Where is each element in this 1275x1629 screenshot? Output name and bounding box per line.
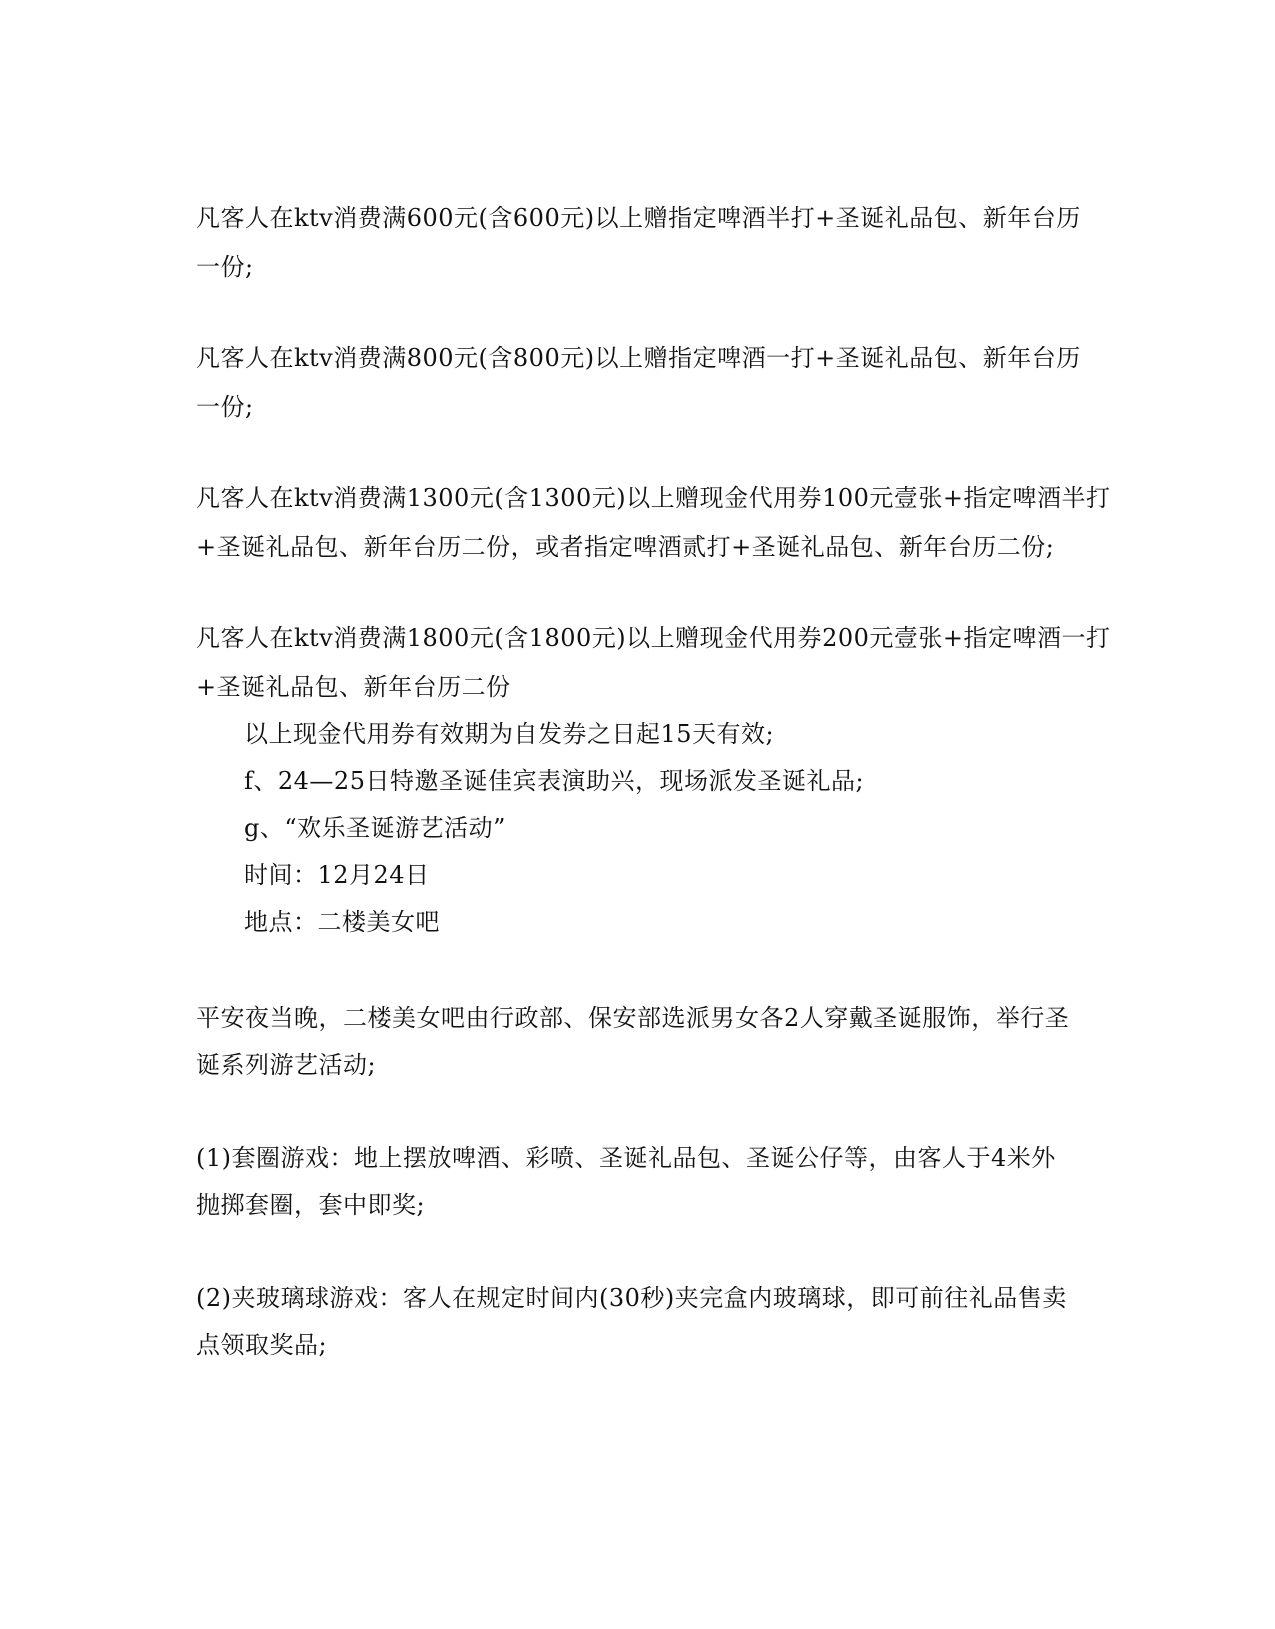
paragraph-line: 以上现金代用券有效期为自发券之日起15天有效; xyxy=(244,720,775,748)
paragraph-line: 凡客人在ktv消费满800元(含800元)以上赠指定啤酒一打+圣诞礼品包、新年台历 xyxy=(196,344,1081,372)
paragraph-line: 一份; xyxy=(196,253,254,281)
paragraph-line: 一份; xyxy=(196,393,254,421)
paragraph-line: g、“欢乐圣诞游艺活动” xyxy=(244,814,506,842)
paragraph-line: 凡客人在ktv消费满1800元(含1800元)以上赠现金代用券200元壹张+指定啤酒一打 xyxy=(196,624,1111,652)
paragraph-line: f、24—25日特邀圣诞佳宾表演助兴，现场派发圣诞礼品; xyxy=(244,767,865,795)
paragraph-line: 凡客人在ktv消费满600元(含600元)以上赠指定啤酒半打+圣诞礼品包、新年台历 xyxy=(196,204,1081,232)
paragraph-line: 凡客人在ktv消费满1300元(含1300元)以上赠现金代用券100元壹张+指定啤酒半打 xyxy=(196,484,1111,512)
paragraph-line: 时间：12月24日 xyxy=(244,861,430,889)
paragraph-line: 地点：二楼美女吧 xyxy=(244,908,440,936)
paragraph-line: +圣诞礼品包、新年台历二份 xyxy=(196,673,511,701)
paragraph-line: (1)套圈游戏：地上摆放啤酒、彩喷、圣诞礼品包、圣诞公仔等，由客人于4米外 xyxy=(196,1144,1056,1172)
paragraph-line: 平安夜当晚，二楼美女吧由行政部、保安部选派男女各2人穿戴圣诞服饰，举行圣 xyxy=(196,1004,1070,1032)
paragraph-line: (2)夹玻璃球游戏：客人在规定时间内(30秒)夹完盒内玻璃球，即可前往礼品售卖 xyxy=(196,1284,1067,1312)
paragraph-line: 点领取奖品; xyxy=(196,1331,328,1359)
paragraph-line: +圣诞礼品包、新年台历二份，或者指定啤酒贰打+圣诞礼品包、新年台历二份; xyxy=(196,533,1055,561)
paragraph-line: 抛掷套圈，套中即奖; xyxy=(196,1191,426,1219)
paragraph-line: 诞系列游艺活动; xyxy=(196,1051,377,1079)
